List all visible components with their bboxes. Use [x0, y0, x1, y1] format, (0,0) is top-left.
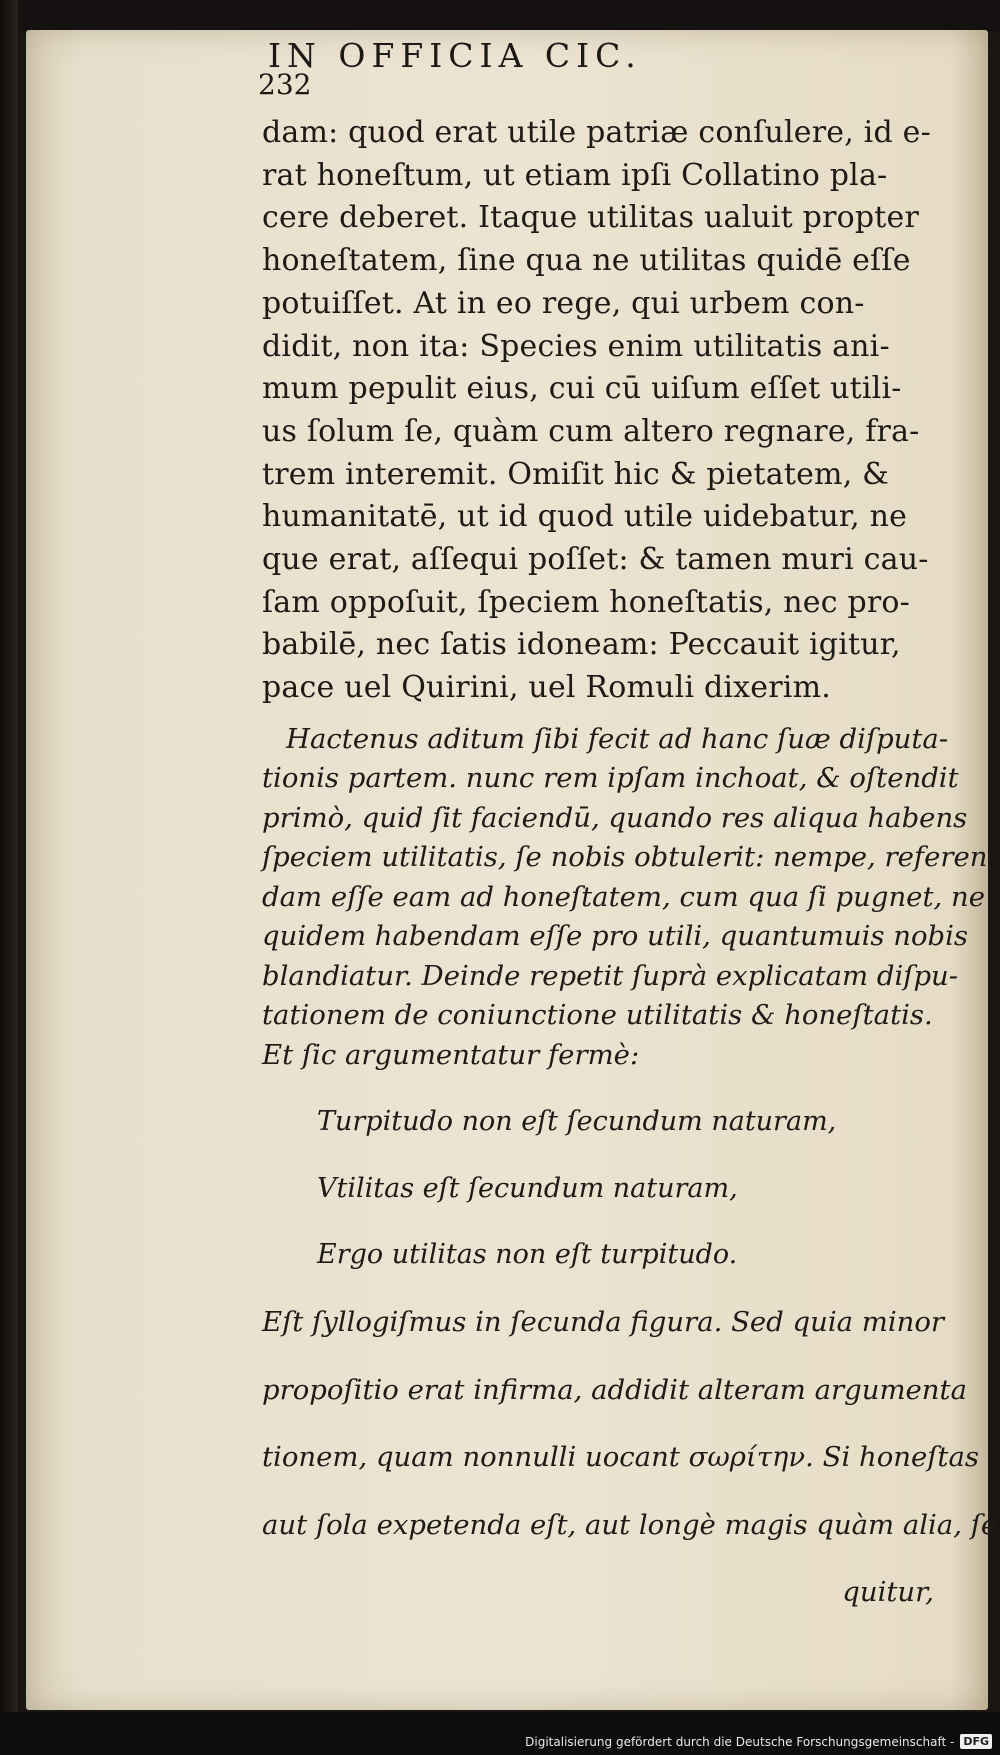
main-text-line: babilē, nec ſatis idoneam: Peccauit igitur, [262, 627, 901, 663]
commentary-line: blandiatur. Deinde repetit ſuprà explicatam diſpu- [262, 959, 959, 992]
page-number: 232 [258, 68, 312, 101]
commentary-line: tationem de coniunctione utilitatis & honeſtatis. [262, 999, 933, 1032]
commentary-line: tionis partem. nunc rem ipſam inchoat, & oſtendit [262, 762, 959, 795]
main-text-line: didit, non ita: Species enim utilitatis ani- [262, 328, 890, 364]
commentary-line: dam eſſe eam ad honeſtatem, cum qua ſi pugnet, ne [262, 880, 985, 913]
digitization-footer [525, 1734, 992, 1749]
commentary-continuation [262, 1302, 998, 1545]
main-text-line: honeſtatem, ſine qua ne utilitas quidē eſſe [262, 243, 911, 279]
main-text-line: rat honeſtum, ut etiam ipſi Collatino pla- [262, 157, 888, 193]
main-text-line: mum pepulit eius, cui cū uiſum eſſet utili- [262, 371, 902, 407]
commentary-line: quidem habendam eſſe pro utili, quantumuis nobis [262, 920, 969, 953]
syllogism [317, 1102, 938, 1275]
continuation-line: propoſitio erat infirma, addidit alteram argumenta [262, 1373, 967, 1406]
main-text-line: us ſolum ſe, quàm cum altero regnare, fra- [262, 413, 920, 449]
footer-text: Digitalisierung gefördert durch die Deutsche Forschungsgemeinschaft - [525, 1734, 955, 1749]
running-head: IN OFFICIA CIC. [268, 36, 642, 75]
syllogism-line: Ergo utilitas non eſt turpitudo. [317, 1239, 738, 1271]
syllogism-line: Vtilitas eſt ſecundum naturam, [317, 1172, 738, 1204]
main-text-line: trem interemit. Omiſit hic & pietatem, & [262, 456, 890, 492]
main-text-line: potuiſſet. At in eo rege, qui urbem con- [262, 285, 865, 321]
commentary-line: Hactenus aditum ſibi fecit ad hanc ſuæ diſputa- [286, 722, 949, 755]
continuation-line: tionem, quam nonnulli uocant σωρίτην. Si honeſtas [262, 1441, 979, 1474]
commentary [262, 720, 988, 1076]
catchword: quitur, [842, 1576, 934, 1609]
text-block [262, 112, 998, 1612]
main-text-line: pace uel Quirini, uel Romuli dixerim. [262, 670, 831, 706]
main-text-line: cere deberet. Itaque utilitas ualuit propter [262, 200, 920, 236]
main-text-line: ſam oppoſuit, ſpeciem honeſtatis, nec pro- [262, 584, 911, 620]
main-text-line: dam: quod erat utile patriæ conſulere, id e- [262, 115, 931, 150]
main-text [262, 112, 938, 710]
scan-binding-edge [0, 0, 18, 1755]
commentary-line: Et ſic argumentatur fermè: [262, 1038, 640, 1071]
syllogism-line: Turpitudo non eſt ſecundum naturam, [317, 1106, 837, 1138]
dfg-logo-icon: DFG [960, 1734, 992, 1749]
continuation-line: Eſt ſyllogiſmus in ſecunda figura. Sed quia minor [262, 1306, 945, 1339]
main-text-line: que erat, aſſequi poſſet: & tamen muri cau- [262, 542, 929, 578]
commentary-line: primò, quid ſit faciendū, quando res aliqua habens [262, 801, 968, 834]
continuation-line: aut ſola expetenda eſt, aut longè magis quàm alia, ſe [262, 1508, 998, 1541]
scan-top-edge [0, 0, 1000, 32]
main-text-line: humanitatē, ut id quod utile uidebatur, ne [262, 499, 908, 535]
commentary-line: ſpeciem utilitatis, ſe nobis obtulerit: nempe, referen [262, 841, 988, 874]
